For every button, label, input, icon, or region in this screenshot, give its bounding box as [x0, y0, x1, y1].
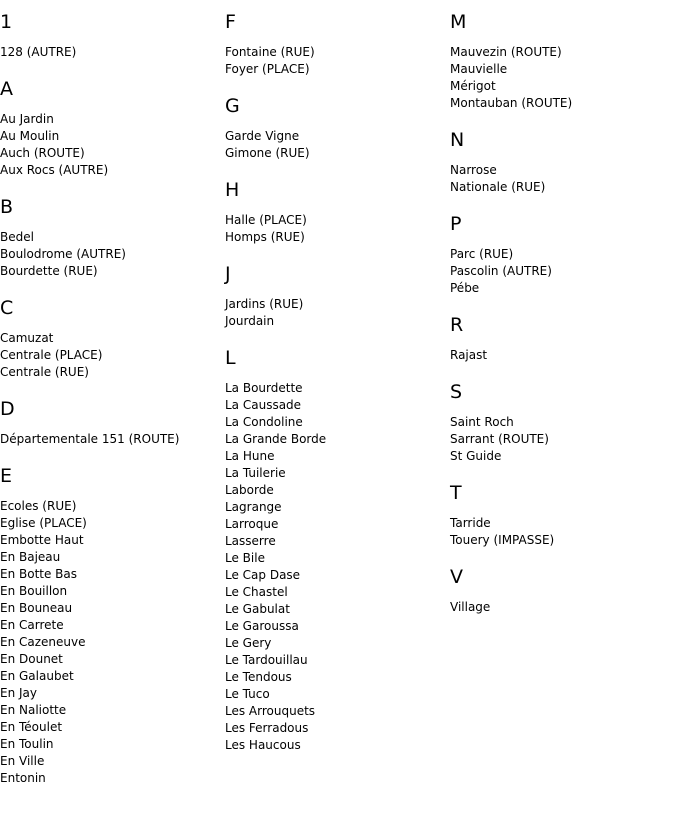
street-list [225, 128, 445, 162]
street-list [450, 162, 670, 196]
street-link[interactable]: Le Tendous [225, 670, 292, 684]
letter-heading: V [450, 566, 463, 588]
letter-group [0, 397, 220, 448]
street-list [450, 44, 670, 112]
street-list [0, 330, 220, 381]
street-link[interactable]: Village [450, 600, 491, 614]
street-list [450, 246, 670, 297]
letter-group [225, 346, 445, 754]
letter-heading: J [225, 263, 231, 285]
letter-heading: M [450, 11, 467, 33]
street-link[interactable]: Parc (RUE) [450, 247, 514, 261]
street-list [450, 515, 670, 549]
street-link[interactable]: En Bouillon [0, 584, 68, 598]
street-link[interactable]: Rajast [450, 348, 488, 362]
street-list [225, 380, 445, 754]
street-link[interactable]: Les Arrouquets [225, 704, 316, 718]
street-link[interactable]: Les Ferradous [225, 721, 309, 735]
letter-group [225, 94, 445, 162]
letter-group [225, 178, 445, 246]
street-index-column-2 [225, 10, 445, 770]
street-link[interactable]: En Bouneau [0, 601, 73, 615]
street-link[interactable]: Mauvezin (ROUTE) [450, 45, 562, 59]
street-link[interactable]: Auch (ROUTE) [0, 146, 85, 160]
street-link[interactable]: En Bajeau [0, 550, 61, 564]
letter-heading: F [225, 11, 236, 33]
street-link[interactable]: Mérigot [450, 79, 496, 93]
street-list [225, 296, 445, 330]
street-link[interactable]: La Caussade [225, 398, 302, 412]
street-list [0, 498, 220, 787]
letter-group [450, 380, 670, 465]
street-link[interactable]: En Dounet [0, 652, 63, 666]
letter-heading: L [225, 347, 236, 369]
letter-group [225, 262, 445, 330]
street-link[interactable]: Larroque [225, 517, 279, 531]
street-link[interactable]: Entonin [0, 771, 46, 785]
street-link[interactable]: Touery (IMPASSE) [450, 533, 555, 547]
street-link[interactable]: Saint Roch [450, 415, 514, 429]
street-link[interactable]: Jardins (RUE) [225, 297, 304, 311]
letter-group [0, 195, 220, 280]
letter-group [450, 313, 670, 364]
street-link[interactable]: La Grande Borde [225, 432, 327, 446]
letter-group [0, 10, 220, 61]
street-list [450, 414, 670, 465]
street-link[interactable]: Fontaine (RUE) [225, 45, 315, 59]
street-list [0, 431, 220, 448]
street-link[interactable]: Sarrant (ROUTE) [450, 432, 549, 446]
street-link[interactable]: Homps (RUE) [225, 230, 305, 244]
street-link[interactable]: La Condoline [225, 415, 303, 429]
street-link[interactable]: En Carrete [0, 618, 64, 632]
street-link[interactable]: Le Gabulat [225, 602, 290, 616]
street-link[interactable]: Embotte Haut [0, 533, 84, 547]
street-list [225, 44, 445, 78]
letter-group [0, 464, 220, 787]
street-link[interactable]: Laborde [225, 483, 274, 497]
letter-heading: R [450, 314, 464, 336]
street-link[interactable]: Le Cap Dase [225, 568, 301, 582]
street-link[interactable]: Le Gery [225, 636, 272, 650]
letter-heading: B [0, 196, 14, 218]
street-link[interactable]: Lasserre [225, 534, 276, 548]
street-link[interactable]: Le Tuco [225, 687, 270, 701]
street-link[interactable]: Le Garoussa [225, 619, 299, 633]
street-index-column-1 [0, 10, 220, 803]
street-link[interactable]: Ecoles (RUE) [0, 499, 77, 513]
street-link[interactable]: Foyer (PLACE) [225, 62, 310, 76]
street-link[interactable]: Pascolin (AUTRE) [450, 264, 552, 278]
street-list [0, 229, 220, 280]
street-index-column-3 [450, 10, 670, 632]
street-list [450, 599, 670, 616]
street-link[interactable]: Tarride [450, 516, 491, 530]
street-link[interactable]: Départementale 151 (ROUTE) [0, 432, 180, 446]
street-list [450, 347, 670, 364]
street-link[interactable]: Camuzat [0, 331, 54, 345]
street-link[interactable]: Au Jardin [0, 112, 54, 126]
street-link[interactable]: Halle (PLACE) [225, 213, 307, 227]
letter-heading: T [450, 482, 462, 504]
street-link[interactable]: Centrale (RUE) [0, 365, 89, 379]
street-list [0, 44, 220, 61]
street-link[interactable]: Bedel [0, 230, 34, 244]
street-link[interactable]: St Guide [450, 449, 502, 463]
letter-group [450, 10, 670, 112]
letter-group [450, 212, 670, 297]
street-link[interactable]: En Ville [0, 754, 45, 768]
street-link[interactable]: Garde Vigne [225, 129, 300, 143]
street-link[interactable]: Boulodrome (AUTRE) [0, 247, 126, 261]
street-link[interactable]: Jourdain [225, 314, 275, 328]
street-link[interactable]: En Naliotte [0, 703, 67, 717]
letter-heading: S [450, 381, 463, 403]
street-link[interactable]: Pébe [450, 281, 480, 295]
street-link[interactable]: Aux Rocs (AUTRE) [0, 163, 109, 177]
letter-group [450, 481, 670, 549]
letter-heading: H [225, 179, 240, 201]
letter-heading: A [0, 78, 13, 100]
street-list [0, 111, 220, 179]
street-link[interactable]: En Jay [0, 686, 37, 700]
letter-group [450, 128, 670, 196]
street-link[interactable]: Centrale (PLACE) [0, 348, 103, 362]
street-link[interactable]: Montauban (ROUTE) [450, 96, 573, 110]
street-link[interactable]: En Galaubet [0, 669, 74, 683]
street-link[interactable]: Narrose [450, 163, 497, 177]
street-link[interactable]: Le Tardouillau [225, 653, 308, 667]
street-link[interactable]: Bourdette (RUE) [0, 264, 98, 278]
street-link[interactable]: Mauvielle [450, 62, 508, 76]
letter-heading: 1 [0, 11, 13, 33]
letter-group [0, 296, 220, 381]
street-link[interactable]: Au Moulin [0, 129, 60, 143]
street-link[interactable]: En Botte Bas [0, 567, 78, 581]
street-link[interactable]: La Hune [225, 449, 275, 463]
street-link[interactable]: 128 (AUTRE) [0, 45, 77, 59]
letter-heading: G [225, 95, 240, 117]
street-link[interactable]: En Téoulet [0, 720, 63, 734]
street-list [225, 212, 445, 246]
street-link[interactable]: Nationale (RUE) [450, 180, 546, 194]
letter-group [0, 77, 220, 179]
letter-heading: D [0, 398, 15, 420]
letter-group [450, 565, 670, 616]
street-link[interactable]: Lagrange [225, 500, 282, 514]
letter-group [225, 10, 445, 78]
letter-heading: P [450, 213, 462, 235]
letter-heading: N [450, 129, 465, 151]
street-link[interactable]: Eglise (PLACE) [0, 516, 87, 530]
letter-heading: E [0, 465, 13, 487]
street-link[interactable]: En Toulin [0, 737, 54, 751]
street-link[interactable]: La Bourdette [225, 381, 303, 395]
street-link[interactable]: Les Haucous [225, 738, 301, 752]
street-link[interactable]: En Cazeneuve [0, 635, 86, 649]
letter-heading: C [0, 297, 14, 319]
street-link[interactable]: Le Chastel [225, 585, 288, 599]
street-link[interactable]: La Tuilerie [225, 466, 286, 480]
street-link[interactable]: Gimone (RUE) [225, 146, 310, 160]
street-link[interactable]: Le Bile [225, 551, 265, 565]
